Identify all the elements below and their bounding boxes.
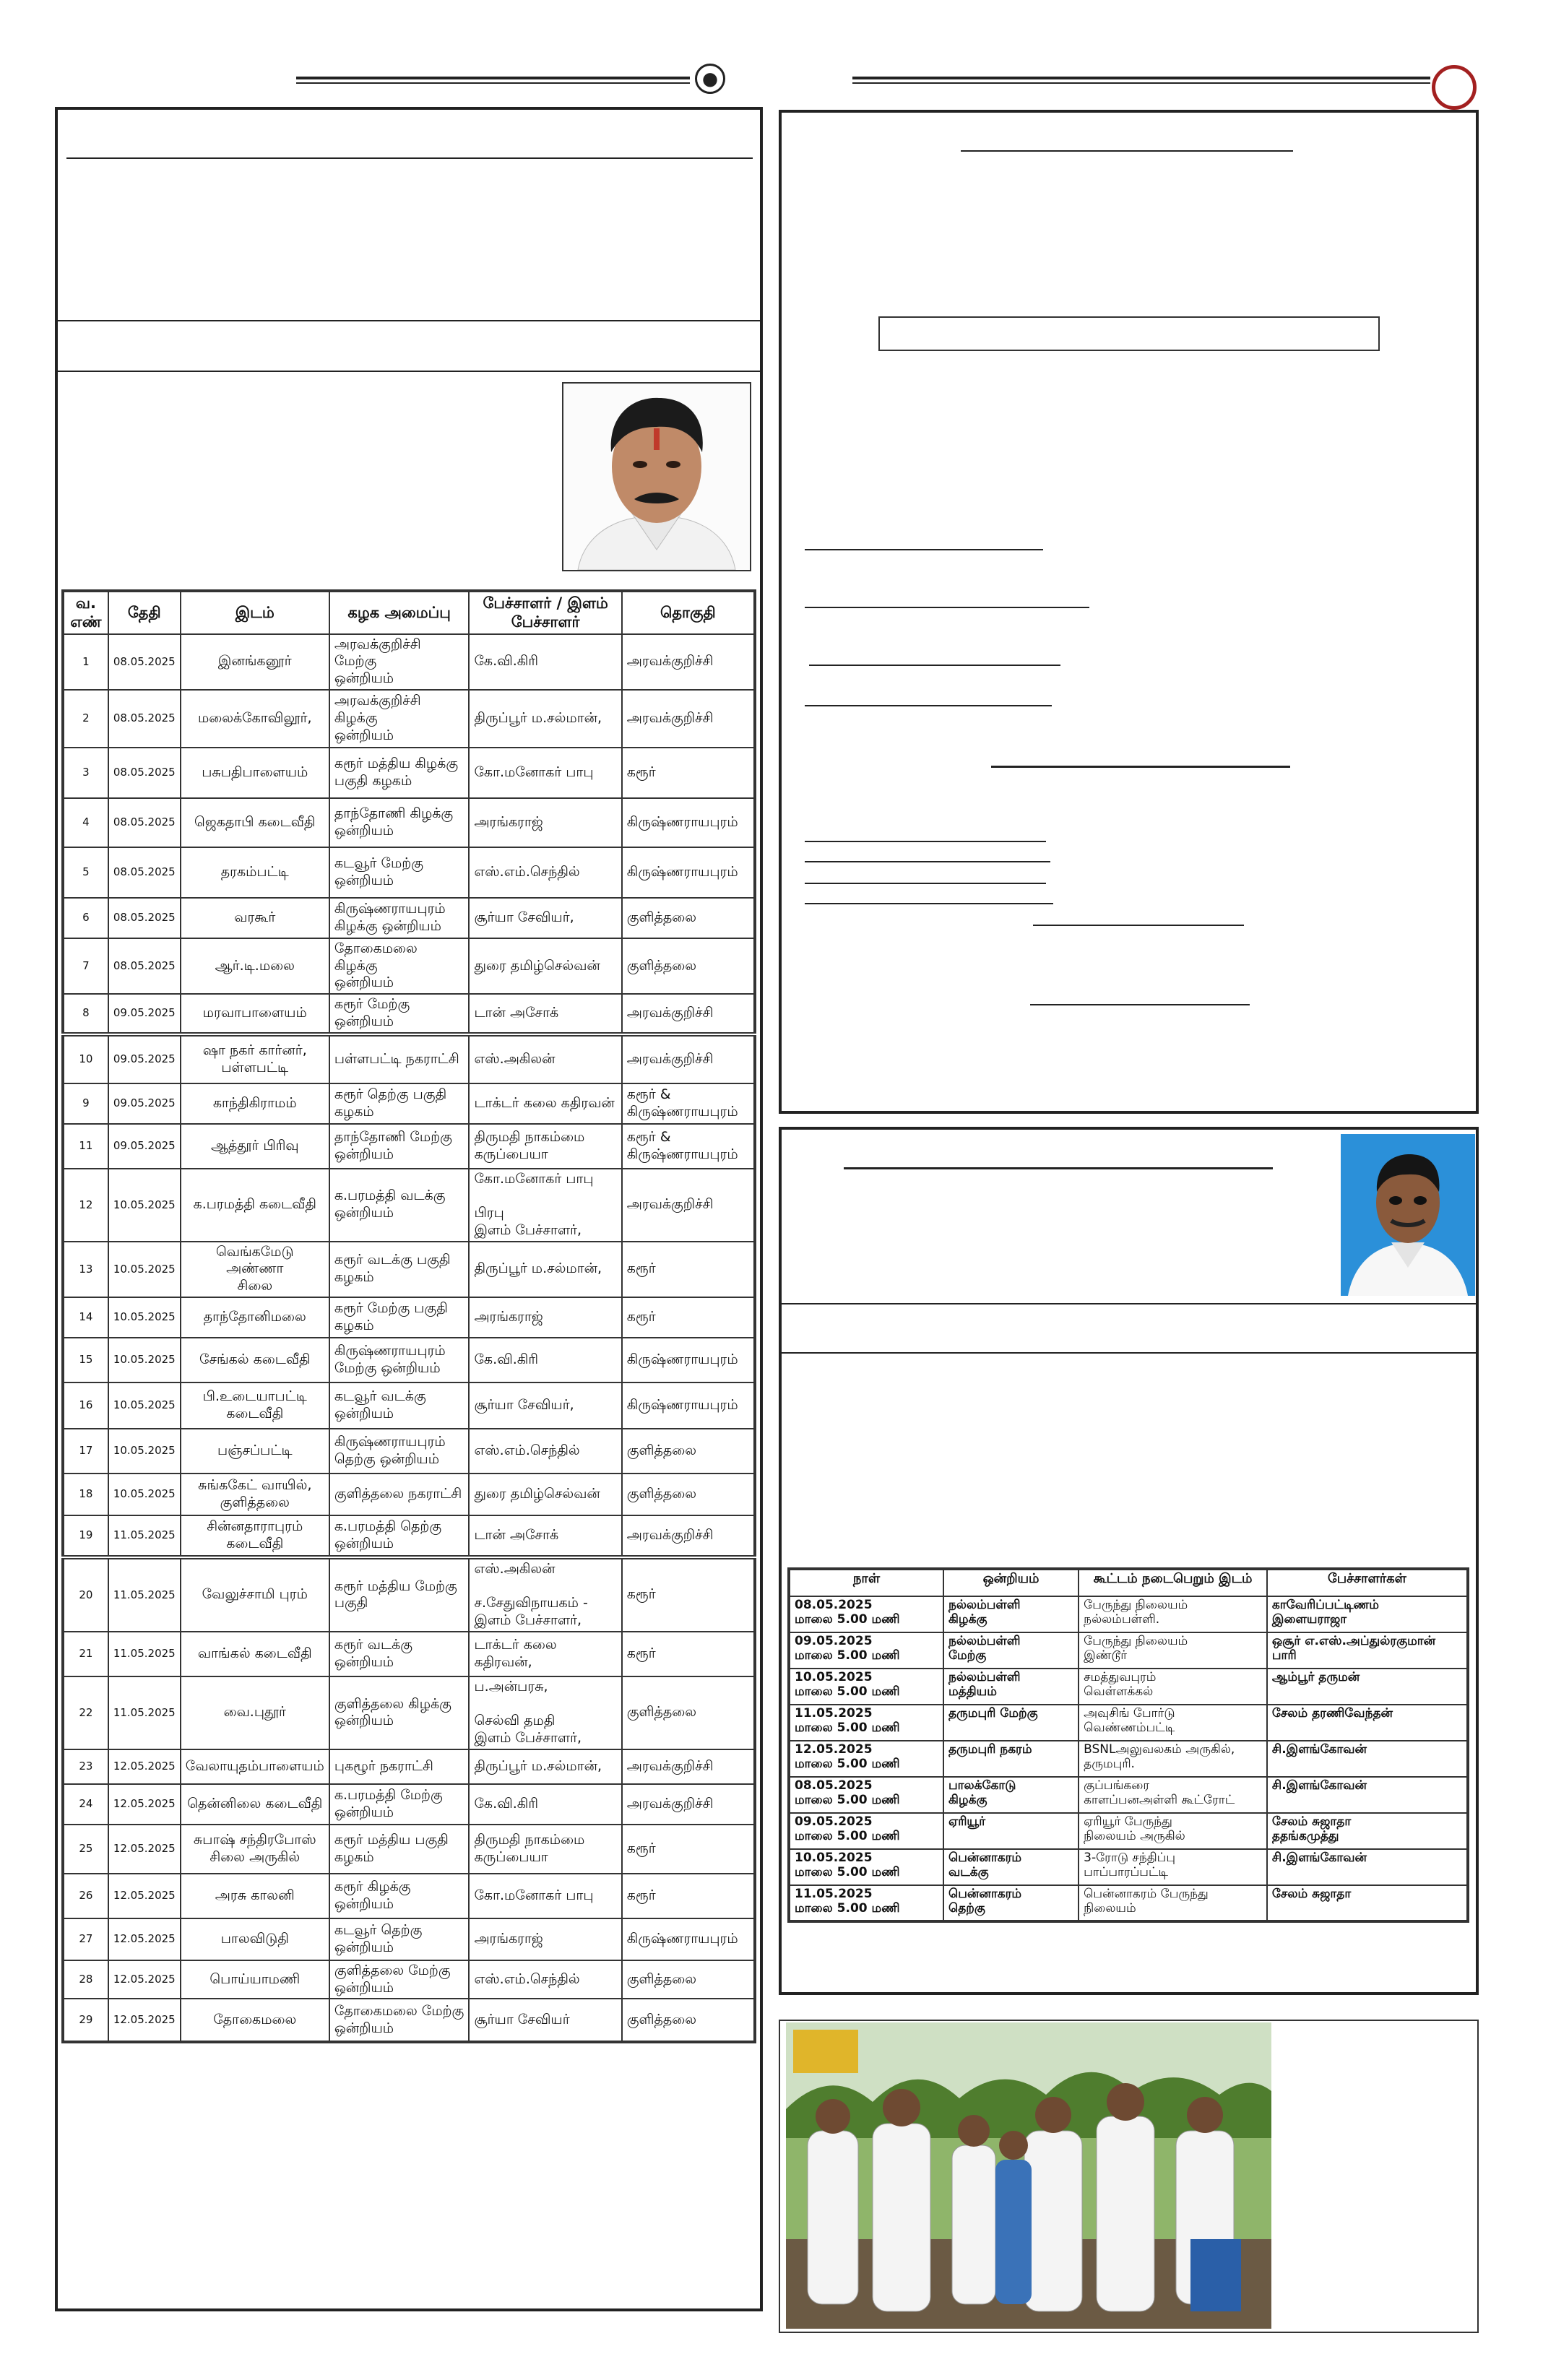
- cell-day: 08.05.2025 மாலை 5.00 மணி: [789, 1777, 943, 1813]
- cell-serial: 4: [63, 798, 108, 847]
- text-rule-1: [805, 549, 1043, 550]
- cell-union: தருமபுரி மேற்கு: [943, 1705, 1079, 1741]
- cell-day: 09.05.2025 மாலை 5.00 மணி: [789, 1813, 943, 1849]
- cell-venue: குப்பங்கரை காளப்பனஅள்ளி கூட்ரோட்: [1079, 1777, 1267, 1813]
- cell-day: 09.05.2025 மாலை 5.00 மணி: [789, 1632, 943, 1669]
- cell-speakers: சேலம் சுஜாதா ததங்கமுத்து: [1267, 1813, 1468, 1849]
- cell-speaker: டாக்டர் கலை கதிரவன்: [469, 1083, 621, 1124]
- cell-speaker: கே.வி.கிரி: [469, 634, 621, 690]
- cell-place: பி.உடையாபட்டி கடைவீதி: [181, 1382, 329, 1429]
- cell-speaker: எஸ்.அகிலன் ச.சேதுவிநாயகம் - இளம் பேச்சாளர்,: [469, 1557, 621, 1632]
- table-row: [63, 1825, 755, 1874]
- cell-organisation: கரூர் வடக்கு பகுதி கழகம்: [329, 1242, 470, 1297]
- cell-date: 12.05.2025: [108, 1825, 181, 1874]
- cell-date: 08.05.2025: [108, 634, 181, 690]
- cell-speakers: ஆம்பூர் தருமன்: [1267, 1669, 1468, 1705]
- table-row: [789, 1741, 1468, 1777]
- text-rule-9: [805, 903, 1053, 904]
- col-header-speaker: பேச்சாளர் / இளம் பேச்சாளர்: [469, 591, 621, 634]
- cell-constituency: குளித்தலை: [622, 938, 755, 994]
- cell-serial: 3: [63, 748, 108, 798]
- cell-day: 11.05.2025 மாலை 5.00 மணி: [789, 1885, 943, 1921]
- cell-serial: 27: [63, 1918, 108, 1960]
- col-header-day: நாள்: [789, 1569, 943, 1596]
- cell-organisation: கரூர் தெற்கு பகுதி கழகம்: [329, 1083, 470, 1124]
- cell-date: 11.05.2025: [108, 1515, 181, 1557]
- cell-constituency: குளித்தலை: [622, 1474, 755, 1515]
- cell-date: 08.05.2025: [108, 847, 181, 898]
- cell-serial: 22: [63, 1676, 108, 1749]
- cell-date: 09.05.2025: [108, 1034, 181, 1083]
- table-row: [789, 1813, 1468, 1849]
- table-row: [63, 1083, 755, 1124]
- cell-union: பென்னாகரம் வடக்கு: [943, 1849, 1079, 1885]
- cell-serial: 8: [63, 994, 108, 1034]
- cell-place: இனங்கனூர்: [181, 634, 329, 690]
- cell-date: 09.05.2025: [108, 1083, 181, 1124]
- cell-speaker: திருமதி நாகம்மை கருப்பையா: [469, 1825, 621, 1874]
- cell-serial: 2: [63, 690, 108, 748]
- cell-day: 08.05.2025 மாலை 5.00 மணி: [789, 1596, 943, 1632]
- cell-place: க.பரமத்தி கடைவீதி: [181, 1169, 329, 1242]
- cell-date: 10.05.2025: [108, 1382, 181, 1429]
- table-row: [63, 1749, 755, 1784]
- cell-place: ஷா நகர் கார்னர், பள்ளபட்டி: [181, 1034, 329, 1083]
- cell-union: நல்லம்பள்ளி கிழக்கு: [943, 1596, 1079, 1632]
- cell-serial: 20: [63, 1557, 108, 1632]
- cell-serial: 24: [63, 1784, 108, 1825]
- cell-serial: 9: [63, 1083, 108, 1124]
- cell-constituency: கரூர்: [622, 1874, 755, 1918]
- cell-organisation: குளித்தலை நகராட்சி: [329, 1474, 470, 1515]
- cell-speakers: சேலம் சுஜாதா: [1267, 1885, 1468, 1921]
- cell-place: ஆர்.டி.மலை: [181, 938, 329, 994]
- cell-constituency: அரவக்குறிச்சி: [622, 1749, 755, 1784]
- cell-serial: 19: [63, 1515, 108, 1557]
- table-row: [63, 634, 755, 690]
- cell-date: 12.05.2025: [108, 1874, 181, 1918]
- cell-constituency: குளித்தலை: [622, 1960, 755, 1999]
- cell-organisation: அரவக்குறிச்சி மேற்கு ஒன்றியம்: [329, 634, 470, 690]
- table-row: [789, 1596, 1468, 1632]
- cell-date: 12.05.2025: [108, 1749, 181, 1784]
- cell-date: 08.05.2025: [108, 898, 181, 938]
- cell-place: மலைக்கோவிலூர்,: [181, 690, 329, 748]
- cell-day: 11.05.2025 மாலை 5.00 மணி: [789, 1705, 943, 1741]
- cell-day: 12.05.2025 மாலை 5.00 மணி: [789, 1741, 943, 1777]
- col-header-speakers: பேச்சாளர்கள்: [1267, 1569, 1468, 1596]
- table-row: [63, 1124, 755, 1169]
- cell-date: 12.05.2025: [108, 1999, 181, 2042]
- cell-union: நல்லம்பள்ளி மேற்கு: [943, 1632, 1079, 1669]
- cell-constituency: அரவக்குறிச்சி: [622, 1034, 755, 1083]
- cell-speaker: அரங்கராஜ்: [469, 798, 621, 847]
- cell-speaker: துரை தமிழ்செல்வன்: [469, 1474, 621, 1515]
- cell-constituency: கரூர் & கிருஷ்ணராயபுரம்: [622, 1124, 755, 1169]
- cell-venue: 3-ரோடு சந்திப்பு பாப்பாரப்பட்டி: [1079, 1849, 1267, 1885]
- cell-place: தென்னிலை கடைவீதி: [181, 1784, 329, 1825]
- cell-constituency: குளித்தலை: [622, 898, 755, 938]
- table-row: [63, 1632, 755, 1676]
- group-event-photo: [786, 2022, 1271, 2329]
- cell-date: 11.05.2025: [108, 1557, 181, 1632]
- cell-venue: பென்னாகரம் பேருந்து நிலையம்: [1079, 1885, 1267, 1921]
- cell-place: சுங்ககேட் வாயில், குளித்தலை: [181, 1474, 329, 1515]
- table-row: [789, 1669, 1468, 1705]
- table-row: [63, 1338, 755, 1382]
- cell-constituency: கரூர்: [622, 1297, 755, 1338]
- cell-constituency: கிருஷ்ணராயபுரம்: [622, 847, 755, 898]
- cell-place: அரசு காலனி: [181, 1874, 329, 1918]
- cell-day: 10.05.2025 மாலை 5.00 மணி: [789, 1669, 943, 1705]
- cell-constituency: அரவக்குறிச்சி: [622, 1784, 755, 1825]
- text-rule-6: [805, 841, 1046, 842]
- cell-speaker: கோ.மனோகர் பாபு: [469, 748, 621, 798]
- cell-organisation: கடவூர் வடக்கு ஒன்றியம்: [329, 1382, 470, 1429]
- cell-speaker: டாக்டர் கலை கதிரவன்,: [469, 1632, 621, 1676]
- cell-serial: 18: [63, 1474, 108, 1515]
- cell-speaker: கோ.மனோகர் பாபு பிரபு இளம் பேச்சாளர்,: [469, 1169, 621, 1242]
- cell-place: பசுபதிபாளையம்: [181, 748, 329, 798]
- cell-venue: அவுசிங் போர்டு வெண்ணம்பட்டி: [1079, 1705, 1267, 1741]
- table-row: [789, 1632, 1468, 1669]
- cell-speaker: எஸ்.எம்.செந்தில்: [469, 1960, 621, 1999]
- cell-speakers: காவேரிப்பட்டிணம் இளையராஜா: [1267, 1596, 1468, 1632]
- table-row: [63, 798, 755, 847]
- cell-organisation: கரூர் மத்திய பகுதி கழகம்: [329, 1825, 470, 1874]
- cell-serial: 16: [63, 1382, 108, 1429]
- cell-constituency: குளித்தலை: [622, 1999, 755, 2042]
- cell-constituency: கரூர் & கிருஷ்ணராயபுரம்: [622, 1083, 755, 1124]
- cell-constituency: அரவக்குறிச்சி: [622, 1169, 755, 1242]
- cell-organisation: புகழூர் நகராட்சி: [329, 1749, 470, 1784]
- cell-speakers: சேலம் தரணிவேந்தன்: [1267, 1705, 1468, 1741]
- cell-date: 09.05.2025: [108, 1124, 181, 1169]
- left-section-rule-1: [58, 320, 760, 321]
- table-row: [789, 1777, 1468, 1813]
- cell-serial: 1: [63, 634, 108, 690]
- cell-speaker: திருப்பூர் ம.சல்மான்,: [469, 1749, 621, 1784]
- cell-venue: BSNLஅலுவலகம் அருகில், தருமபுரி.: [1079, 1741, 1267, 1777]
- meeting-schedule-table: [61, 589, 756, 2043]
- cell-constituency: கிருஷ்ணராயபுரம்: [622, 1918, 755, 1960]
- cell-constituency: கரூர்: [622, 748, 755, 798]
- cell-place: வரகூர்: [181, 898, 329, 938]
- right-upper-headline-rule: [961, 150, 1293, 152]
- cell-organisation: கரூர் வடக்கு ஒன்றியம்: [329, 1632, 470, 1676]
- text-rule-4: [805, 705, 1052, 706]
- table-row: [63, 994, 755, 1034]
- cell-union: தருமபுரி நகரம்: [943, 1741, 1079, 1777]
- cell-constituency: குளித்தலை: [622, 1676, 755, 1749]
- cell-organisation: கரூர் மத்திய கிழக்கு பகுதி கழகம்: [329, 748, 470, 798]
- cell-date: 12.05.2025: [108, 1918, 181, 1960]
- cell-serial: 26: [63, 1874, 108, 1918]
- cell-union: நல்லம்பள்ளி மத்தியம்: [943, 1669, 1079, 1705]
- cell-organisation: கரூர் மேற்கு பகுதி கழகம்: [329, 1297, 470, 1338]
- cell-constituency: கிருஷ்ணராயபுரம்: [622, 1382, 755, 1429]
- cell-organisation: கடவூர் தெற்கு ஒன்றியம்: [329, 1918, 470, 1960]
- cell-organisation: அரவக்குறிச்சி கிழக்கு ஒன்றியம்: [329, 690, 470, 748]
- cell-organisation: கரூர் மேற்கு ஒன்றியம்: [329, 994, 470, 1034]
- table-row: [63, 1297, 755, 1338]
- cell-date: 10.05.2025: [108, 1474, 181, 1515]
- cell-date: 11.05.2025: [108, 1676, 181, 1749]
- cell-speaker: திருப்பூர் ம.சல்மான்,: [469, 1242, 621, 1297]
- leader-portrait-photo: [1341, 1134, 1475, 1296]
- cell-organisation: க.பரமத்தி தெற்கு ஒன்றியம்: [329, 1515, 470, 1557]
- cell-constituency: அரவக்குறிச்சி: [622, 690, 755, 748]
- table-row: [63, 1242, 755, 1297]
- cell-serial: 10: [63, 1034, 108, 1083]
- cell-constituency: அரவக்குறிச்சி: [622, 634, 755, 690]
- cell-day: 10.05.2025 மாலை 5.00 மணி: [789, 1849, 943, 1885]
- cell-organisation: குளித்தலை மேற்கு ஒன்றியம்: [329, 1960, 470, 1999]
- cell-serial: 28: [63, 1960, 108, 1999]
- cell-constituency: கரூர்: [622, 1825, 755, 1874]
- cell-date: 10.05.2025: [108, 1429, 181, 1474]
- text-rule-2: [805, 607, 1089, 608]
- cell-speaker: எஸ்.எம்.செந்தில்: [469, 1429, 621, 1474]
- cell-speaker: அரங்கராஜ்: [469, 1918, 621, 1960]
- table-row: [789, 1849, 1468, 1885]
- text-rule-5: [991, 766, 1290, 768]
- cell-date: 12.05.2025: [108, 1784, 181, 1825]
- cell-date: 08.05.2025: [108, 798, 181, 847]
- text-rule-10: [1033, 925, 1244, 926]
- cell-organisation: பள்ளபட்டி நகராட்சி: [329, 1034, 470, 1083]
- cell-organisation: கிருஷ்ணராயபுரம் மேற்கு ஒன்றியம்: [329, 1338, 470, 1382]
- cell-serial: 15: [63, 1338, 108, 1382]
- cell-organisation: தாந்தோணி மேற்கு ஒன்றியம்: [329, 1124, 470, 1169]
- cell-place: சுபாஷ் சந்திரபோஸ் சிலை அருகில்: [181, 1825, 329, 1874]
- table-row: [63, 1784, 755, 1825]
- cell-serial: 17: [63, 1429, 108, 1474]
- cell-serial: 12: [63, 1169, 108, 1242]
- table-row: [63, 1515, 755, 1557]
- cell-constituency: அரவக்குறிச்சி: [622, 994, 755, 1034]
- cell-organisation: கரூர் மத்திய மேற்கு பகுதி: [329, 1557, 470, 1632]
- col-header-venue: கூட்டம் நடைபெறும் இடம்: [1079, 1569, 1267, 1596]
- table-row: [63, 690, 755, 748]
- cell-speaker: டான் அசோக்: [469, 994, 621, 1034]
- cell-speakers: சி.இளங்கோவன்: [1267, 1741, 1468, 1777]
- speaker-portrait-photo: [562, 382, 751, 571]
- table-row: [63, 1999, 755, 2042]
- table-row: [63, 1676, 755, 1749]
- cell-serial: 21: [63, 1632, 108, 1676]
- cell-serial: 14: [63, 1297, 108, 1338]
- cell-serial: 6: [63, 898, 108, 938]
- table-row: [63, 1474, 755, 1515]
- table-row: [63, 847, 755, 898]
- cell-union: பாலக்கோடு கிழக்கு: [943, 1777, 1079, 1813]
- left-section-rule-2: [58, 371, 760, 372]
- cell-speakers: சி.இளங்கோவன்: [1267, 1777, 1468, 1813]
- cell-place: வை.புதூர்: [181, 1676, 329, 1749]
- col-header-organisation: கழக அமைப்பு: [329, 591, 470, 634]
- cell-organisation: கரூர் கிழக்கு ஒன்றியம்: [329, 1874, 470, 1918]
- header-rule-right: [852, 77, 1430, 79]
- cell-constituency: கிருஷ்ணராயபுரம்: [622, 798, 755, 847]
- cell-speaker: சூர்யா சேவியர்,: [469, 1382, 621, 1429]
- cell-serial: 23: [63, 1749, 108, 1784]
- cell-constituency: கரூர்: [622, 1632, 755, 1676]
- right-lower-section-rule-1: [782, 1303, 1476, 1304]
- cell-place: காந்திகிராமம்: [181, 1083, 329, 1124]
- cell-date: 10.05.2025: [108, 1297, 181, 1338]
- cell-organisation: கடவூர் மேற்கு ஒன்றியம்: [329, 847, 470, 898]
- table-row: [63, 1169, 755, 1242]
- right-lower-headline-rule: [844, 1167, 1273, 1169]
- cell-serial: 25: [63, 1825, 108, 1874]
- cell-place: வாங்கல் கடைவீதி: [181, 1632, 329, 1676]
- cell-place: சேங்கல் கடைவீதி: [181, 1338, 329, 1382]
- cell-place: சின்னதாராபுரம் கடைவீதி: [181, 1515, 329, 1557]
- cell-speaker: துரை தமிழ்செல்வன்: [469, 938, 621, 994]
- cell-organisation: தோகைமலை மேற்கு ஒன்றியம்: [329, 1999, 470, 2042]
- cell-speaker: அரங்கராஜ்: [469, 1297, 621, 1338]
- header-rule-right-thin: [852, 82, 1430, 84]
- cell-speaker: எஸ்.எம்.செந்தில்: [469, 847, 621, 898]
- col-header-place: இடம்: [181, 591, 329, 634]
- cell-speaker: எஸ்.அகிலன்: [469, 1034, 621, 1083]
- cell-venue: பேருந்து நிலையம் இண்டூர்: [1079, 1632, 1267, 1669]
- cell-place: பாலவிடுதி: [181, 1918, 329, 1960]
- cell-speaker: டான் அசோக்: [469, 1515, 621, 1557]
- cell-place: ஜெகதாபி கடைவீதி: [181, 798, 329, 847]
- cell-place: தரகம்பட்டி: [181, 847, 329, 898]
- table-row: [63, 1960, 755, 1999]
- text-rule-7: [805, 861, 1050, 862]
- right-upper-article-box: [779, 110, 1479, 1114]
- cell-serial: 7: [63, 938, 108, 994]
- cell-place: ஆத்தூர் பிரிவு: [181, 1124, 329, 1169]
- table-row: [63, 1557, 755, 1632]
- cell-union: ஏரியூர்: [943, 1813, 1079, 1849]
- cell-speaker: ப.அன்பரசு, செல்வி தமதி இளம் பேச்சாளர்,: [469, 1676, 621, 1749]
- cell-date: 10.05.2025: [108, 1242, 181, 1297]
- col-header-serial: வ. எண்: [63, 591, 108, 634]
- cell-date: 10.05.2025: [108, 1338, 181, 1382]
- table-row: [63, 1918, 755, 1960]
- cell-union: பென்னாகரம் தெற்கு: [943, 1885, 1079, 1921]
- cell-speaker: கோ.மனோகர் பாபு: [469, 1874, 621, 1918]
- table-row: [63, 1034, 755, 1083]
- cell-organisation: கிருஷ்ணராயபுரம் கிழக்கு ஒன்றியம்: [329, 898, 470, 938]
- text-rule-3: [809, 665, 1060, 666]
- cell-date: 08.05.2025: [108, 938, 181, 994]
- cell-speaker: கே.வி.கிரி: [469, 1338, 621, 1382]
- cell-place: தோகைமலை: [181, 1999, 329, 2042]
- cell-date: 09.05.2025: [108, 994, 181, 1034]
- cell-date: 12.05.2025: [108, 1960, 181, 1999]
- col-header-constituency: தொகுதி: [622, 591, 755, 634]
- cell-place: வெங்கமேடு அண்ணா சிலை: [181, 1242, 329, 1297]
- cell-serial: 13: [63, 1242, 108, 1297]
- cell-venue: சமத்துவபுரம் வெள்ளக்கல்: [1079, 1669, 1267, 1705]
- cell-venue: ஏரியூர் பேருந்து நிலையம் அருகில்: [1079, 1813, 1267, 1849]
- col-header-union: ஒன்றியம்: [943, 1569, 1079, 1596]
- cell-constituency: கிருஷ்ணராயபுரம்: [622, 1338, 755, 1382]
- cell-date: 08.05.2025: [108, 690, 181, 748]
- cell-speaker: திருமதி நாகம்மை கருப்பையா: [469, 1124, 621, 1169]
- cell-organisation: க.பரமத்தி மேற்கு ஒன்றியம்: [329, 1784, 470, 1825]
- table-row: [789, 1705, 1468, 1741]
- text-rule-8: [805, 883, 1046, 884]
- cell-speaker: திருப்பூர் ம.சல்மான்,: [469, 690, 621, 748]
- table-row: [63, 1429, 755, 1474]
- cell-serial: 11: [63, 1124, 108, 1169]
- red-circle-logo-icon: [1432, 65, 1477, 110]
- table-row: [789, 1885, 1468, 1921]
- cell-place: தாந்தோனிமலை: [181, 1297, 329, 1338]
- table-row: [63, 1874, 755, 1918]
- cell-organisation: தோகைமலை கிழக்கு ஒன்றியம்: [329, 938, 470, 994]
- cell-organisation: தாந்தோணி கிழக்கு ஒன்றியம்: [329, 798, 470, 847]
- cell-serial: 29: [63, 1999, 108, 2042]
- cell-constituency: குளித்தலை: [622, 1429, 755, 1474]
- cell-constituency: அரவக்குறிச்சி: [622, 1515, 755, 1557]
- table-row: [63, 898, 755, 938]
- table-row: [63, 1382, 755, 1429]
- cell-serial: 5: [63, 847, 108, 898]
- cell-organisation: க.பரமத்தி வடக்கு ஒன்றியம்: [329, 1169, 470, 1242]
- cell-organisation: குளித்தலை கிழக்கு ஒன்றியம்: [329, 1676, 470, 1749]
- cell-date: 10.05.2025: [108, 1169, 181, 1242]
- cell-speaker: கே.வி.கிரி: [469, 1784, 621, 1825]
- header-rule-left: [296, 77, 690, 79]
- cell-constituency: கரூர்: [622, 1557, 755, 1632]
- cell-speaker: சூர்யா சேவியர்,: [469, 898, 621, 938]
- cell-venue: பேருந்து நிலையம் நல்லம்பள்ளி.: [1079, 1596, 1267, 1632]
- cell-place: மரவாபாளையம்: [181, 994, 329, 1034]
- dharmapuri-schedule-table: [787, 1567, 1469, 1923]
- header-rule-left-thin: [296, 82, 690, 84]
- cell-place: வேலாயுதம்பாளையம்: [181, 1749, 329, 1784]
- table-row: [63, 938, 755, 994]
- cell-constituency: கரூர்: [622, 1242, 755, 1297]
- cell-speakers: ஒசூர் எ.எஸ்.அப்துல்ரகுமான் பாரி: [1267, 1632, 1468, 1669]
- cell-place: பஞ்சப்பட்டி: [181, 1429, 329, 1474]
- cell-place: வேலுச்சாமி புரம்: [181, 1557, 329, 1632]
- right-lower-section-rule-2: [782, 1352, 1476, 1354]
- cell-speaker: சூர்யா சேவியர்: [469, 1999, 621, 2042]
- cell-organisation: கிருஷ்ணராயபுரம் தெற்கு ஒன்றியம்: [329, 1429, 470, 1474]
- cell-date: 11.05.2025: [108, 1632, 181, 1676]
- table-row: [63, 748, 755, 798]
- left-headline-rule: [66, 157, 753, 159]
- party-emblem-icon: [695, 64, 725, 94]
- cell-speakers: சி.இளங்கோவன்: [1267, 1849, 1468, 1885]
- text-rule-11: [1030, 1004, 1250, 1005]
- cell-date: 08.05.2025: [108, 748, 181, 798]
- cell-place: பொய்யாமணி: [181, 1960, 329, 1999]
- col-header-date: தேதி: [108, 591, 181, 634]
- right-upper-subhead-box: [878, 316, 1380, 351]
